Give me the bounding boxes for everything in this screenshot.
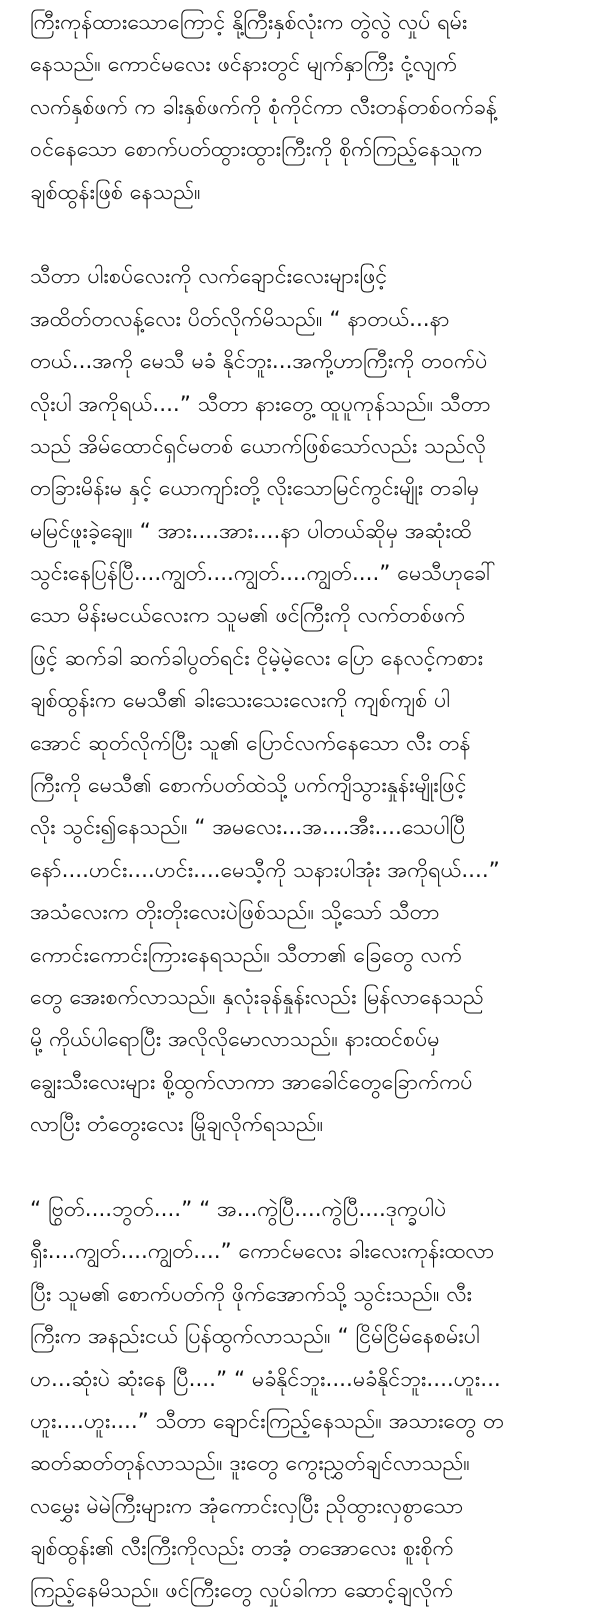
text-line: ကြီးက အနည်းငယ် ပြန်ထွက်လာသည်။ “ ငြိမ်ငြိမ်နေစမ်းပါ: [30, 1324, 480, 1350]
paragraph: [30, 1189, 590, 1613]
text-line: မမြင်ဖူးခဲ့ချေ။ “ အား....အား....နာ ပါတယ်ဆိုမှ အဆုံးထိ: [30, 518, 472, 544]
text-line: သီတာ ပါးစပ်လေးကို လက်ချောင်းလေးများဖြင့်: [30, 264, 388, 290]
text-line: ချစ်ထွန်း၏ လီးကြီးကိုလည်း တအံ့ တအောလေး စူးစိုက်: [30, 1536, 454, 1562]
text-line: လာပြီး တံတွေးလေး မြိုချလိုက်ရသည်။: [30, 1112, 324, 1138]
text-line: လိုး သွင်း၍နေသည်။ “ အမလေး...အ....အီး....သေပါပြီ: [30, 815, 466, 841]
text-line: ချစ်ထွန်းက မေသီ၏ ခါးသေးသေးလေးကို ကျစ်ကျစ် ပါ: [30, 688, 451, 714]
text-line: တခြားမိန်းမ နှင့် ယောကျာ်းတို့ လိုးသောမြင်ကွင်းမျိုး တခါမှ: [30, 476, 480, 502]
text-line: ကြီးကုန်ထားသောကြောင့် နို့ကြီးနှစ်လုံးက တွဲလွဲ လှုပ် ရမ်း: [30, 10, 468, 35]
text-line: ကြီးကို မေသီ၏ စောက်ပတ်ထဲသို့ ပက်ကျိသွားနှုန်းမျိုးဖြင့်: [30, 773, 467, 799]
text-line: ကောင်းကောင်းကြားနေရသည်။ သီတာ၏ ခြေတွေ လက်: [30, 942, 462, 968]
text-line: သော မိန်းမငယ်လေးက သူမ၏ ဖင်ကြီးကို လက်တစ်ဖက်: [30, 603, 466, 629]
text-line: ဖြင့် ဆက်ခါ ဆက်ခါပွတ်ရင်း ငိုမဲ့မဲ့လေး ပြော နေလင့်ကစား: [30, 645, 484, 671]
text-line: သည် အိမ်ထောင်ရှင်မတစ် ယောက်ဖြစ်သော်လည်း သည်လို: [30, 433, 486, 459]
text-line: လိုးပါ အကိုရယ်....” သီတာ နားတွေ့ ထူပူကုန်သည်။ သီတာ: [30, 391, 491, 417]
text-line: တယ်...အကို မေသီ မခံ နိုင်ဘူး...အကို့ဟာကြီးကို တဝက်ပဲ: [30, 349, 488, 375]
paragraph: [30, 256, 590, 1146]
text-line: အသံလေးက တိုးတိုးလေးပဲဖြစ်သည်။ သို့သော် သီတာ: [30, 900, 440, 926]
text-line: မို့ ကိုယ်ပါရောပြီး အလိုလိုမောလာသည်။ နားထင်စပ်မှ: [30, 1027, 440, 1053]
paragraph: [30, 2, 590, 214]
text-line: ဝင်နေသော စောက်ပတ်ထွားထွားကြီးကို စိုက်ကြည့်နေသူက: [30, 137, 483, 163]
text-line: နေသည်။ ကောင်မလေး ဖင်နားတွင် မျက်နှာကြီး ငုံ့လျက်: [30, 52, 458, 78]
text-line: အောင် ဆုတ်လိုက်ပြီး သူ၏ ပြောင်လက်နေသော လီး တန်: [30, 730, 471, 756]
text-line: ချစ်ထွန်းဖြစ် နေသည်။: [30, 179, 201, 205]
story-text: [30, 2, 590, 1613]
text-line: သွင်းနေပြန်ပြီ....ကျွတ်....ကျွတ်....ကျွတ်....” မေသီဟုခေါ်: [30, 561, 496, 587]
text-line: လမွှေး မဲမဲကြီးများက အုံကောင်းလှပြီး ညိုထွားလှစွာသော: [30, 1493, 464, 1519]
text-line: နော်....ဟင်း....ဟင်း....မေသီ့ကို သနားပါအုံး အကိုရယ်....”: [30, 857, 500, 883]
text-line: အထိတ်တလန့်လေး ပိတ်လိုက်မိသည်။ “ နာတယ်...နာ: [30, 306, 450, 332]
text-line: ဆတ်ဆတ်တုန်လာသည်။ ဒူးတွေ ကွေးညွှတ်ချင်လာသည်။: [30, 1451, 470, 1477]
text-line: ဟူး....ဟူး....” သီတာ ချောင်းကြည့်နေသည်။ အသားတွေ တ: [30, 1408, 504, 1434]
text-line: တွေ အေးစက်လာသည်။ နှလုံးခုန်နှုန်းလည်း မြန်လာနေသည်: [30, 984, 484, 1010]
text-line: လက်နှစ်ဖက် က ခါးနှစ်ဖက်ကို စုံကိုင်ကာ လီးတန်တစ်ဝက်ခန့်: [30, 94, 497, 120]
text-line: ကြည့်နေမိသည်။ ဖင်ကြီးတွေ လှုပ်ခါကာ ဆောင့်ချလိုက်: [30, 1578, 454, 1604]
text-line: ရှီး....ကျွတ်....ကျွတ်....” ကောင်မလေး ခါးလေးကုန်းထလာ: [30, 1239, 495, 1265]
text-line: ပြီး သူမ၏ စောက်ပတ်ကို ဖိုက်အောက်သို့ သွင်းသည်။ လီး: [30, 1281, 473, 1307]
text-line: ဟ...ဆုံးပဲ ဆုံးနေ ပြီ....” “ မခံနိုင်ဘူး....မခံနိုင်ဘူး....ဟူး...: [30, 1366, 501, 1392]
text-line: ချွေးသီးလေးများ စို့ထွက်လာကာ အာခေါင်တွေခြောက်ကပ်: [30, 1069, 473, 1095]
text-line: “ ဗြွတ်....ဘွတ်....” “ အ...ကွဲပြီ....ကွဲပြီ....ဒုက္ခပါပဲ: [30, 1196, 447, 1222]
